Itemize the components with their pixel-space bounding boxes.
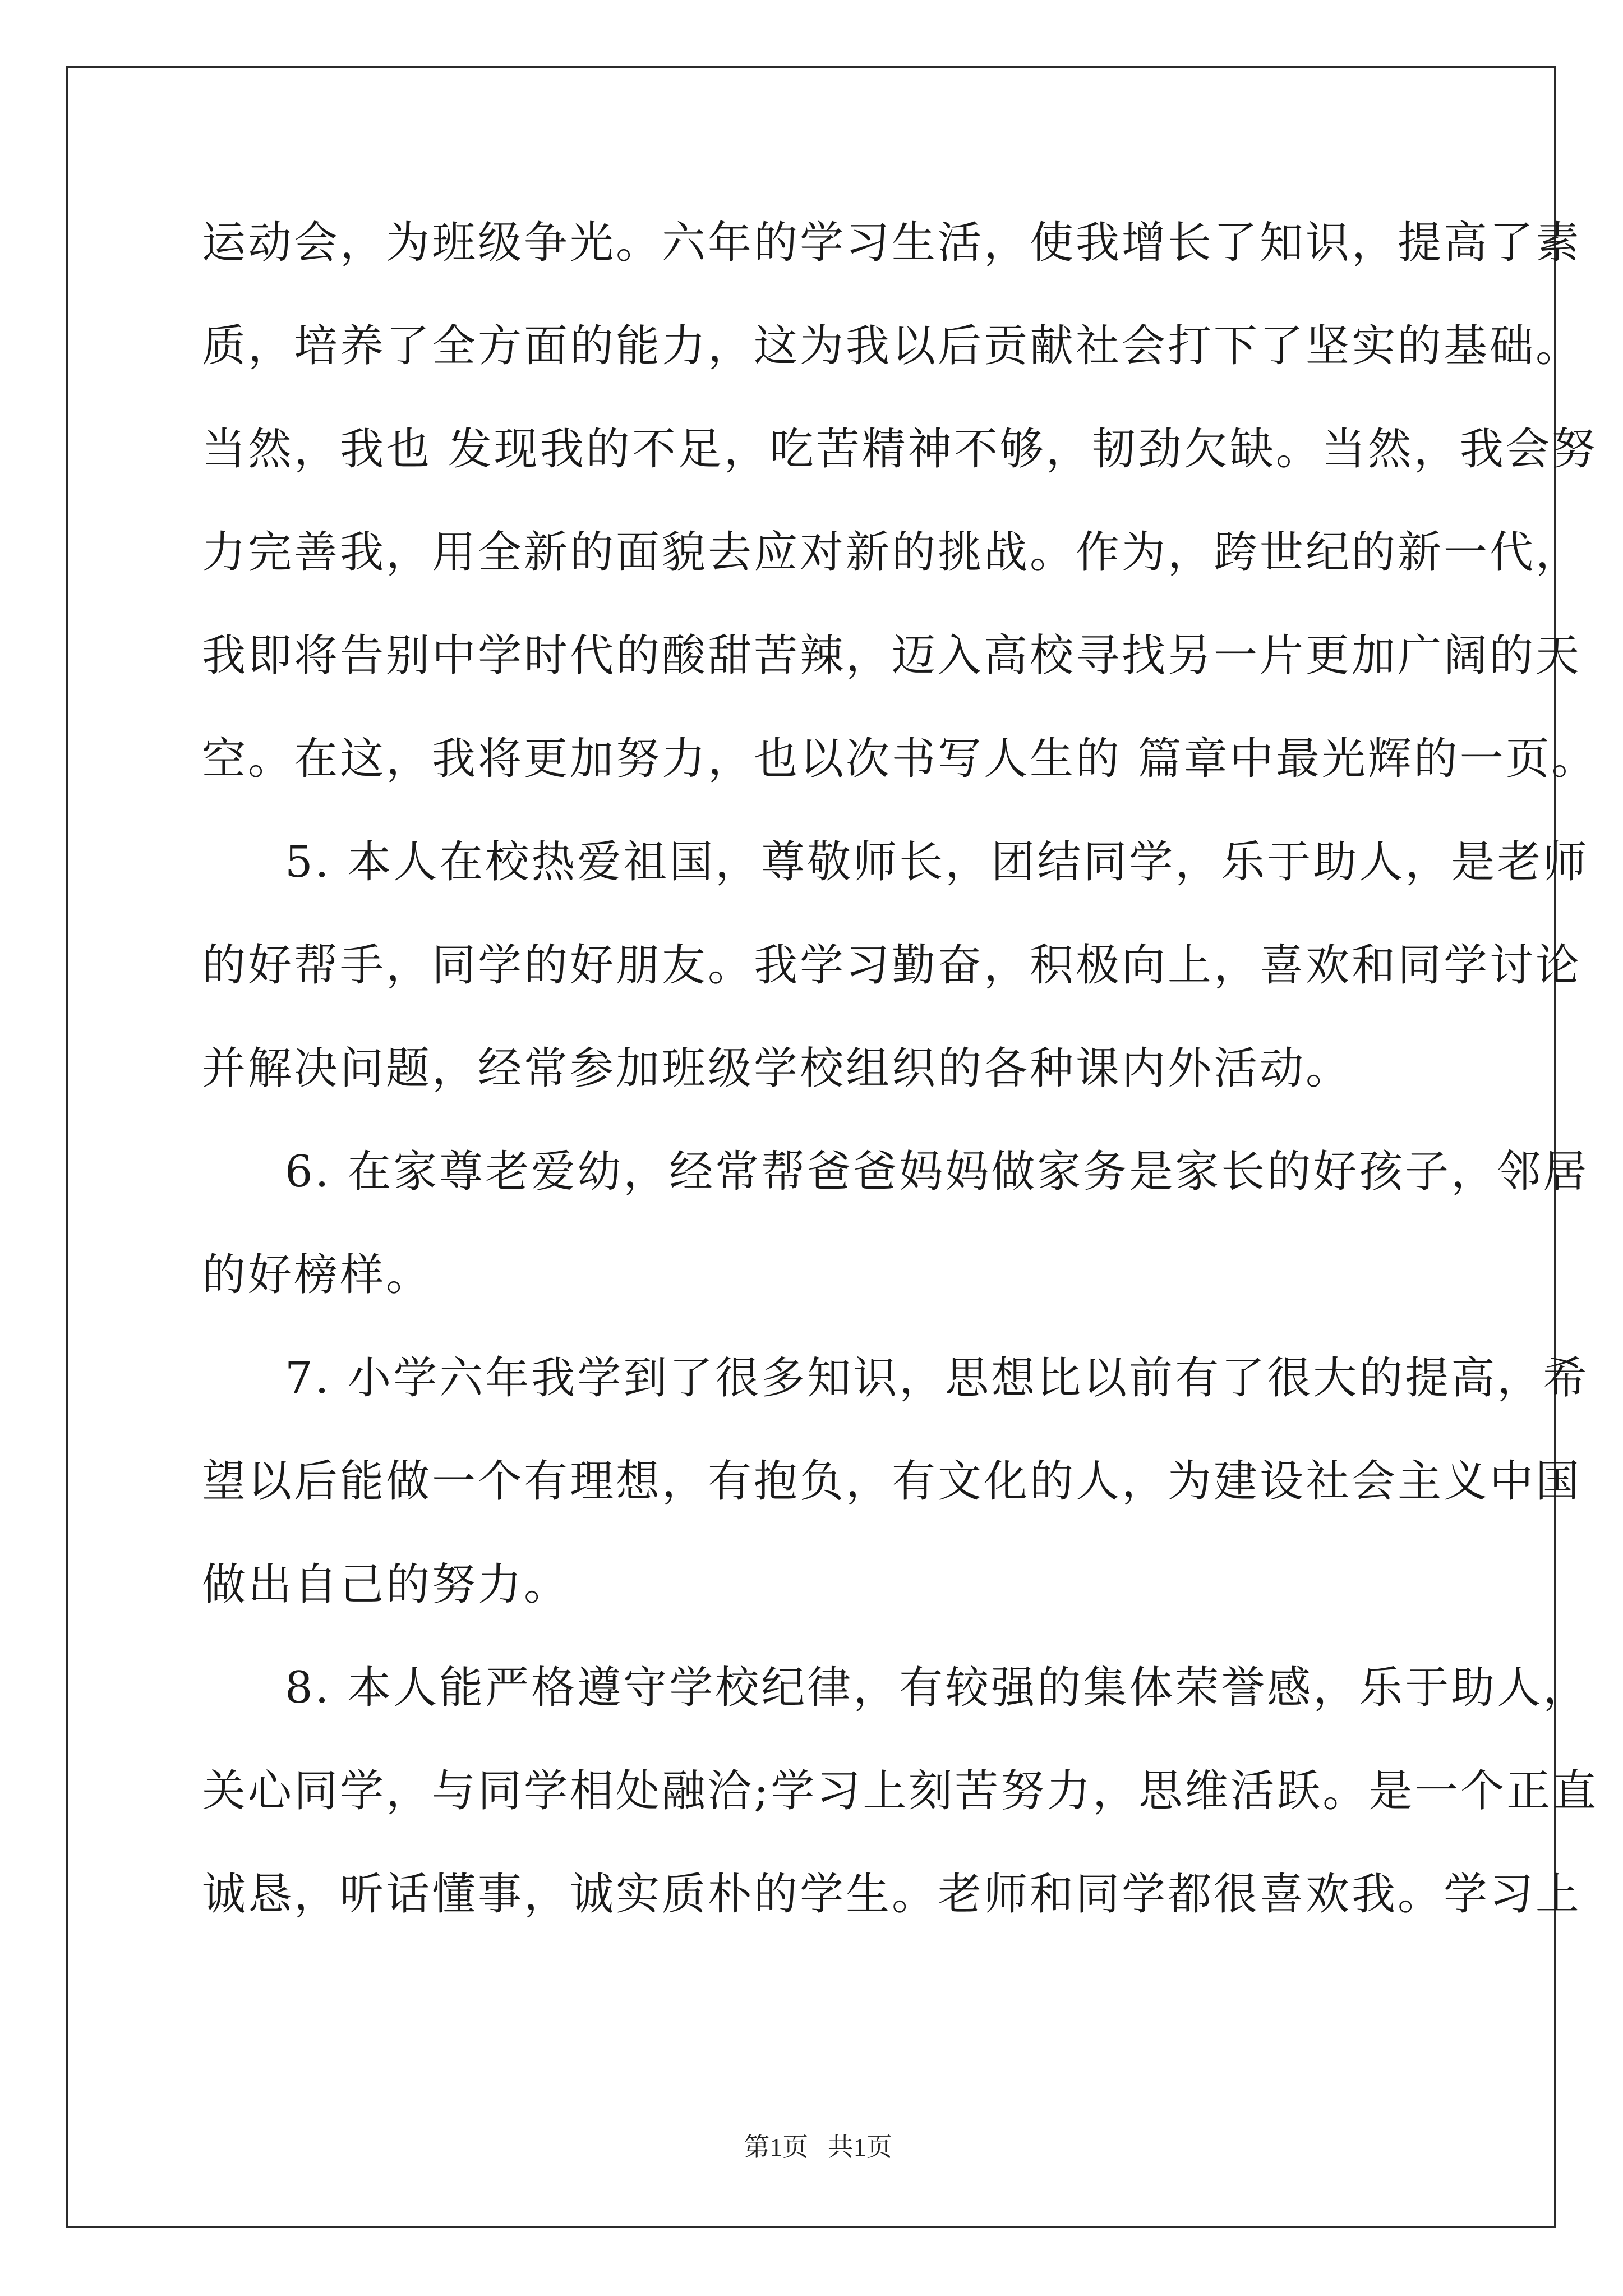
document-body (202, 212, 1599, 1967)
text-line: 的好榜样。 (202, 1250, 432, 1300)
text-line: 诚恳，听话懂事，诚实质朴的学生。老师和同学都很喜欢我。学习上 (202, 1869, 1582, 1920)
page-footer (0, 2097, 1623, 2164)
paragraph-5-first-line: 5. 本人在校热爱祖国，尊敬师长，团结同学，乐于助人，是老师 (285, 837, 1589, 887)
text-line: 质，培养了全方面的能力，这为我以后贡献社会打下了坚实的基础。 (202, 321, 1582, 371)
page-number-label: 第1页 共1页 (744, 2133, 892, 2161)
text-line: 并解决问题，经常参加班级学校组织的各种课内外活动。 (202, 1043, 1352, 1094)
paragraph-8-first-line: 8. 本人能严格遵守学校纪律，有较强的集体荣誉感，乐于助人， (285, 1663, 1589, 1713)
text-line: 关心同学，与同学相处融洽;学习上刻苦努力，思维活跃。是一个正直 (202, 1766, 1599, 1816)
text-line: 当然，我也 发现我的不足，吃苦精神不够，韧劲欠缺。当然，我会努 (202, 424, 1598, 475)
text-line: 空。在这，我将更加努力，也以次书写人生的 篇章中最光辉的一页。 (202, 734, 1598, 784)
text-line: 做出自己的努力。 (202, 1559, 570, 1610)
text-line: 的好帮手，同学的好朋友。我学习勤奋，积极向上，喜欢和同学讨论 (202, 940, 1582, 991)
paragraph-6-first-line: 6. 在家尊老爱幼，经常帮爸爸妈妈做家务是家长的好孩子，邻居 (285, 1147, 1589, 1197)
paragraph-7-first-line: 7. 小学六年我学到了很多知识，思想比以前有了很大的提高，希 (285, 1353, 1589, 1404)
text-line: 运动会，为班级争光。六年的学习生活，使我增长了知识，提高了素 (202, 218, 1582, 268)
text-line: 望以后能做一个有理想，有抱负，有文化的人，为建设社会主义中国 (202, 1456, 1582, 1507)
text-line: 力完善我，用全新的面貌去应对新的挑战。作为，跨世纪的新一代， (202, 527, 1582, 578)
text-line: 我即将告别中学时代的酸甜苦辣，迈入高校寻找另一片更加广阔的天 (202, 631, 1582, 681)
